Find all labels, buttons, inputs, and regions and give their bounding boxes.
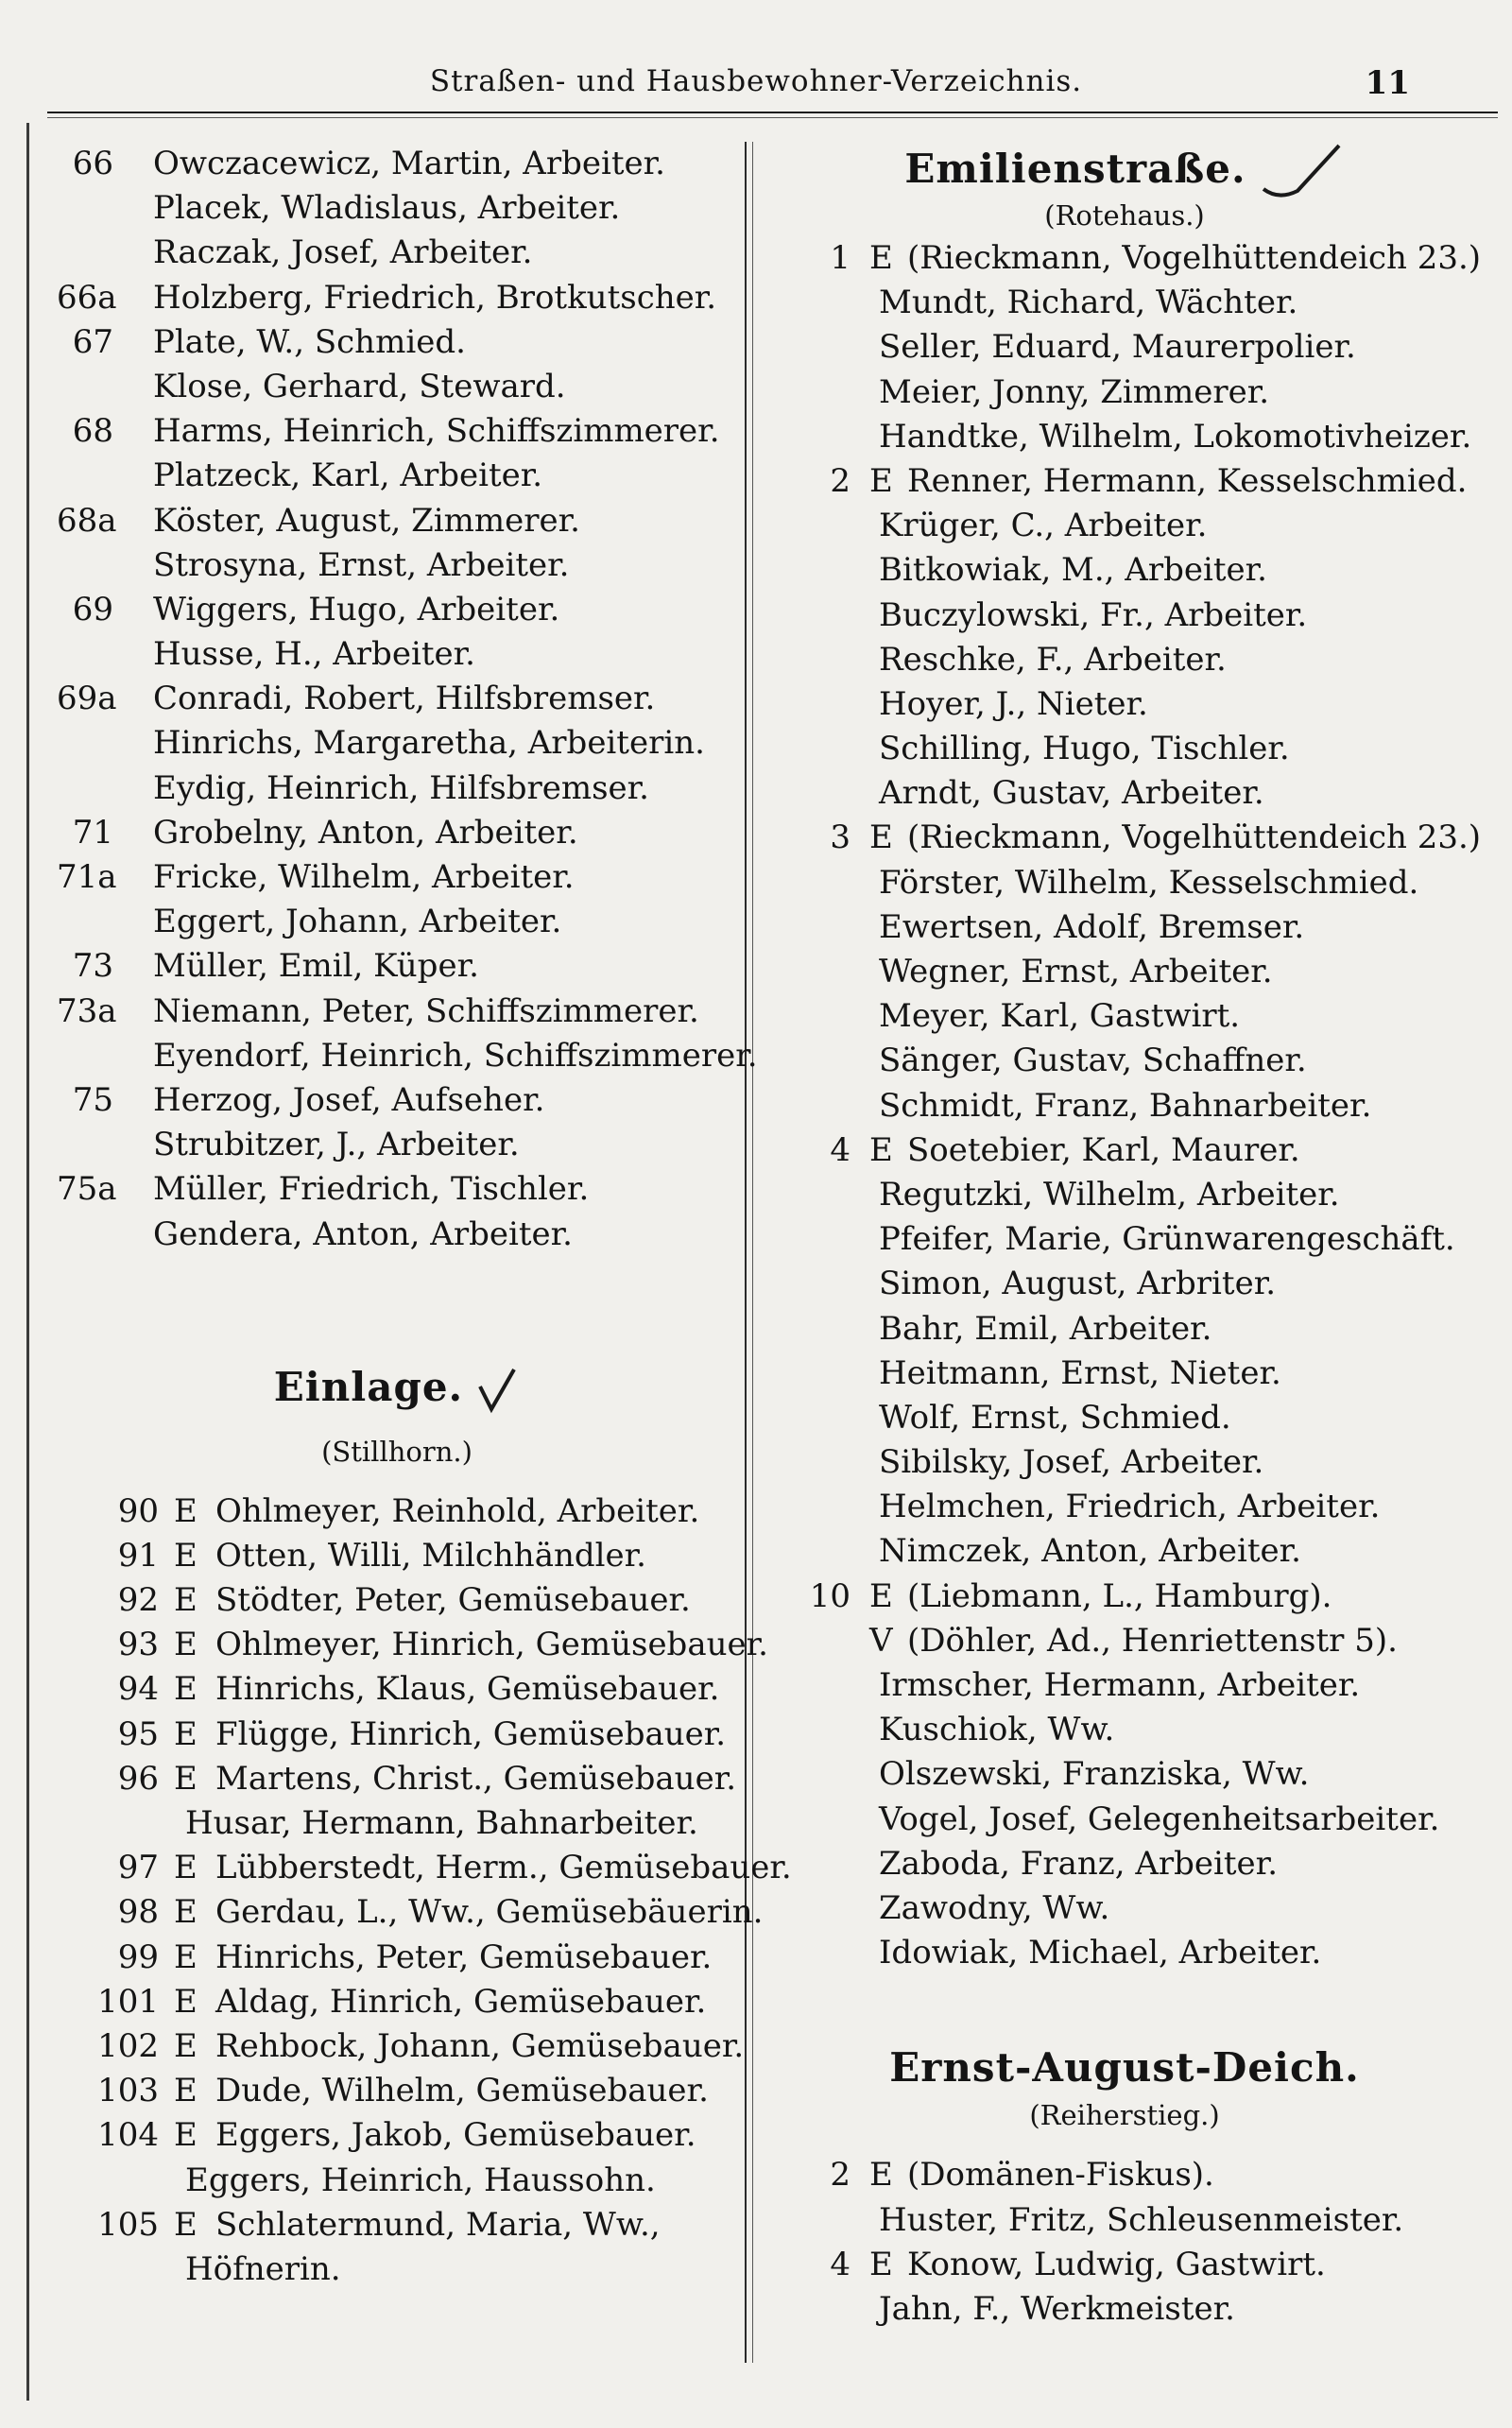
house-number: 1 <box>830 239 850 277</box>
resident-text: Conradi, Robert, Hilfsbremser. <box>153 680 656 718</box>
directory-entry <box>784 1575 1465 1619</box>
directory-entry <box>57 231 737 275</box>
directory-entry <box>784 459 1468 504</box>
resident-text: Heitmann, Ernst, Nieter. <box>879 1353 1281 1392</box>
resident-text: Sänger, Gustav, Schaffner. <box>879 1042 1307 1080</box>
resident-text: Wolf, Ernst, Schmied. <box>879 1398 1231 1437</box>
house-number: 71 <box>72 813 113 852</box>
ownership-mark: E <box>174 2116 198 2155</box>
resident-text: Mundt, Richard, Wächter. <box>879 284 1298 322</box>
house-number: 2 <box>830 461 850 500</box>
resident-text: Hinrichs, Margaretha, Arbeiterin. <box>153 724 705 763</box>
ownership-mark: E <box>869 1130 893 1169</box>
resident-text: Husse, H., Arbeiter. <box>153 635 475 674</box>
directory-entry <box>57 409 737 454</box>
ownership-mark: E <box>174 2205 198 2244</box>
resident-text: Jahn, F., Werkmeister. <box>879 2289 1235 2328</box>
ownership-mark: E <box>174 1759 198 1798</box>
directory-entry <box>784 2198 1465 2243</box>
directory-entry <box>57 1490 737 1534</box>
resident-text: Otten, Willi, Milchhändler. <box>215 1536 646 1575</box>
directory-entry <box>784 1708 1465 1752</box>
directory-entry <box>784 861 1465 905</box>
house-number: 73 <box>72 947 113 986</box>
resident-text: Wiggers, Hugo, Arbeiter. <box>153 590 560 629</box>
resident-text: Zaboda, Franz, Arbeiter. <box>879 1844 1278 1883</box>
directory-entry <box>57 944 737 989</box>
resident-text: Pfeifer, Marie, Grünwarengeschäft. <box>879 1220 1455 1259</box>
house-number: 95 <box>117 1714 159 1753</box>
house-number: 99 <box>117 1937 159 1976</box>
directory-entry <box>784 905 1465 950</box>
house-number: 3 <box>830 818 850 857</box>
resident-text: Eggers, Heinrich, Haussohn. <box>185 2161 656 2199</box>
resident-text: Soetebier, Karl, Maurer. <box>907 1130 1300 1169</box>
ownership-mark: E <box>174 2072 198 2110</box>
house-number: 4 <box>830 2245 850 2283</box>
directory-entry <box>57 1213 737 1257</box>
directory-entry <box>57 1713 737 1757</box>
house-number: 69a <box>57 680 117 718</box>
resident-text: (Rieckmann, Vogelhüttendeich 23.) <box>907 239 1482 277</box>
house-number: 93 <box>117 1626 159 1664</box>
running-title: Straßen- und Hausbewohner-Verzeichnis. <box>429 64 1083 98</box>
section-subtitle-stillhorn: (Stillhorn.) <box>321 1435 472 1468</box>
house-number: 69 <box>72 590 113 629</box>
right-column <box>784 142 1482 2332</box>
house-number: 10 <box>809 1576 850 1615</box>
column-divider-thin <box>752 142 753 2363</box>
check-mark-icon <box>1260 142 1345 202</box>
resident-text: Konow, Ludwig, Gastwirt. <box>907 2245 1326 2283</box>
resident-text: Eggers, Jakob, Gemüsebauer. <box>215 2116 696 2155</box>
resident-text: Herzog, Josef, Aufseher. <box>153 1080 545 1119</box>
directory-entry <box>784 1128 1465 1173</box>
directory-entry <box>784 1307 1465 1352</box>
resident-text: (Domänen-Fiskus). <box>907 2156 1214 2195</box>
resident-text: Sibilsky, Josef, Arbeiter. <box>879 1443 1264 1482</box>
resident-text: Klose, Gerhard, Steward. <box>153 367 566 405</box>
directory-entry <box>57 543 737 588</box>
resident-text: Holzberg, Friedrich, Brotkutscher. <box>153 278 717 317</box>
header-rule-thin <box>47 117 1498 118</box>
directory-entry <box>784 1619 1465 1663</box>
directory-entry <box>57 2069 737 2113</box>
house-number: 103 <box>97 2072 159 2110</box>
resident-text: Ewertsen, Adolf, Bremser. <box>879 907 1305 946</box>
resident-text: Vogel, Josef, Gelegenheitsarbeiter. <box>879 1799 1440 1838</box>
resident-text: (Döhler, Ad., Henriettenstr 5). <box>907 1621 1398 1660</box>
directory-entry <box>784 415 1472 459</box>
directory-entry <box>784 1440 1465 1485</box>
resident-text: Handtke, Wilhelm, Lokomotivheizer. <box>879 417 1472 456</box>
house-number: 66 <box>72 145 113 182</box>
resident-text: Müller, Friedrich, Tischler. <box>153 1170 590 1209</box>
directory-entry <box>784 594 1465 638</box>
resident-text: Regutzki, Wilhelm, Arbeiter. <box>879 1175 1340 1214</box>
house-number: 91 <box>117 1536 159 1575</box>
house-number: 105 <box>97 2205 159 2244</box>
resident-text: Ohlmeyer, Hinrich, Gemüsebauer. <box>215 1626 768 1664</box>
section-title-ernst-august-deich <box>784 2041 1465 2094</box>
directory-entry <box>57 766 737 811</box>
directory-entry <box>784 1173 1465 1217</box>
resident-text: Hinrichs, Peter, Gemüsebauer. <box>215 1937 713 1976</box>
resident-text: Fricke, Wilhelm, Arbeiter. <box>153 858 575 896</box>
ownership-mark: E <box>174 2026 198 2065</box>
directory-entry <box>57 2159 737 2203</box>
resident-text: Aldag, Hinrich, Gemüsebauer. <box>215 1982 707 2021</box>
directory-entry <box>57 1980 737 2024</box>
resident-text: Bitkowiak, M., Arbeiter. <box>879 551 1267 590</box>
header-rule <box>47 112 1498 113</box>
directory-entry <box>57 1078 737 1123</box>
ownership-mark: E <box>174 1670 198 1709</box>
resident-text: Rehbock, Johann, Gemüsebauer. <box>215 2026 745 2065</box>
directory-entry <box>57 2203 737 2247</box>
house-number: 66a <box>57 278 117 317</box>
ownership-mark: E <box>174 1714 198 1753</box>
directory-entry <box>784 682 1465 727</box>
resident-text: Seller, Eduard, Maurerpolier. <box>879 328 1356 367</box>
directory-entry <box>784 504 1465 548</box>
house-number: 2 <box>830 2156 850 2195</box>
right-entries-b <box>784 2153 1465 2332</box>
resident-text: Irmscher, Hermann, Arbeiter. <box>879 1666 1361 1704</box>
resident-text: Olszewski, Franziska, Ww. <box>879 1755 1310 1794</box>
left-entries-b <box>57 1490 792 2292</box>
resident-text: Gendera, Anton, Arbeiter. <box>153 1214 573 1253</box>
directory-entry <box>784 771 1465 816</box>
resident-text: Harms, Heinrich, Schiffszimmerer. <box>153 412 720 451</box>
directory-entry <box>57 1757 737 1801</box>
directory-entry <box>784 236 1482 281</box>
house-number: 75a <box>57 1170 117 1209</box>
directory-entry <box>57 855 737 900</box>
resident-text: Kuschiok, Ww. <box>879 1711 1115 1749</box>
house-number: 90 <box>117 1491 159 1530</box>
ownership-mark: E <box>869 818 893 857</box>
column-divider <box>745 142 747 2363</box>
section-title-text: Emilienstraße. <box>904 146 1246 192</box>
directory-entry <box>57 2247 737 2292</box>
directory-entry <box>784 1084 1465 1128</box>
resident-text: Lübberstedt, Herm., Gemüsebauer. <box>215 1849 792 1887</box>
resident-text: Hoyer, J., Nieter. <box>879 684 1148 723</box>
ownership-mark: E <box>174 1491 198 1530</box>
directory-entry <box>784 1663 1465 1708</box>
directory-entry <box>784 1529 1465 1574</box>
directory-entry <box>57 2024 745 2069</box>
section-title-einlage <box>57 1361 737 1414</box>
ownership-mark: E <box>174 1536 198 1575</box>
house-number: 71a <box>57 858 117 896</box>
house-number: 92 <box>117 1581 159 1620</box>
directory-entry <box>784 2243 1465 2287</box>
ownership-mark: E <box>869 2156 893 2195</box>
directory-entry <box>57 588 737 632</box>
resident-text: Grobelny, Anton, Arbeiter. <box>153 813 578 852</box>
resident-text: Förster, Wilhelm, Kesselschmied. <box>879 863 1419 902</box>
resident-text: Schmidt, Franz, Bahnarbeiter. <box>879 1086 1372 1125</box>
resident-text: Reschke, F., Arbeiter. <box>879 640 1227 679</box>
house-number: 101 <box>97 1982 159 2021</box>
resident-text: (Rieckmann, Vogelhüttendeich 23.) <box>907 818 1482 857</box>
resident-text: Meier, Jonny, Zimmerer. <box>879 372 1270 411</box>
resident-text: Eggert, Johann, Arbeiter. <box>153 903 562 941</box>
house-number: 73a <box>57 991 117 1030</box>
house-number: 68 <box>72 412 113 451</box>
resident-text: Eyendorf, Heinrich, Schiffszimmerer. <box>153 1036 758 1075</box>
directory-entry <box>784 1886 1465 1931</box>
section-title-text: Einlage. <box>273 1363 464 1410</box>
ownership-mark: E <box>869 1576 893 1615</box>
directory-entry <box>784 816 1482 860</box>
directory-entry <box>57 990 737 1034</box>
directory-entry <box>784 950 1465 994</box>
house-number: 68a <box>57 501 117 540</box>
resident-text: Eydig, Heinrich, Hilfsbremser. <box>153 768 649 807</box>
directory-entry <box>784 1262 1465 1306</box>
resident-text: Placek, Wladislaus, Arbeiter. <box>153 189 621 228</box>
house-number: 102 <box>97 2026 159 2065</box>
resident-text: Raczak, Josef, Arbeiter. <box>153 233 533 272</box>
resident-text: Niemann, Peter, Schiffszimmerer. <box>153 991 699 1030</box>
directory-entry <box>784 727 1465 771</box>
directory-entry <box>784 2153 1465 2197</box>
resident-text: Helmchen, Friedrich, Arbeiter. <box>879 1488 1381 1526</box>
house-number: 104 <box>97 2116 159 2155</box>
resident-text: Meyer, Karl, Gastwirt. <box>879 997 1241 1036</box>
resident-text: Huster, Fritz, Schleusenmeister. <box>879 2200 1404 2239</box>
house-number: 67 <box>72 322 113 361</box>
resident-text: Köster, August, Zimmerer. <box>153 501 580 540</box>
directory-entry <box>57 276 737 320</box>
directory-entry <box>57 365 737 409</box>
directory-entry <box>57 900 737 944</box>
right-entries-a <box>784 236 1482 1975</box>
resident-text: Gerdau, L., Ww., Gemüsebäuerin. <box>215 1893 764 1932</box>
ownership-mark: V <box>869 1621 893 1660</box>
directory-entry <box>784 370 1465 415</box>
left-entries-a <box>57 142 758 1257</box>
resident-text: Krüger, C., Arbeiter. <box>879 507 1208 545</box>
directory-entry <box>784 1485 1465 1529</box>
directory-entry <box>784 994 1465 1039</box>
resident-text: Arndt, Gustav, Arbeiter. <box>879 774 1264 813</box>
directory-entry <box>57 2113 737 2158</box>
house-number: 4 <box>830 1130 850 1169</box>
directory-entry <box>784 2287 1465 2332</box>
resident-text: Wegner, Ernst, Arbeiter. <box>879 953 1273 990</box>
directory-entry <box>784 1842 1465 1886</box>
resident-text: Bahr, Emil, Arbeiter. <box>879 1309 1212 1348</box>
directory-entry <box>57 677 737 721</box>
directory-entry <box>784 638 1465 682</box>
directory-entry <box>784 281 1465 325</box>
resident-text: Strubitzer, J., Arbeiter. <box>153 1126 520 1164</box>
house-number: 98 <box>117 1893 159 1932</box>
ownership-mark: E <box>174 1626 198 1664</box>
ownership-mark: E <box>869 239 893 277</box>
resident-text: Nimczek, Anton, Arbeiter. <box>879 1532 1301 1571</box>
resident-text: Stödter, Peter, Gemüsebauer. <box>215 1581 691 1620</box>
section-subtitle-rotehaus: (Rotehaus.) <box>1044 199 1205 232</box>
directory-entry <box>57 1034 758 1078</box>
resident-text: Strosyna, Ernst, Arbeiter. <box>153 545 570 584</box>
section-subtitle-reiherstieg: (Reiherstieg.) <box>1029 2099 1220 2132</box>
ownership-mark: E <box>869 461 893 500</box>
directory-entry <box>57 1890 764 1935</box>
directory-entry <box>784 548 1465 593</box>
resident-text: Ohlmeyer, Reinhold, Arbeiter. <box>215 1491 700 1530</box>
resident-text: (Liebmann, L., Hamburg). <box>907 1576 1332 1615</box>
directory-entry <box>784 1039 1465 1083</box>
resident-text: Owczacewicz, Martin, Arbeiter. <box>153 145 665 182</box>
page-edge-rule <box>26 123 29 2401</box>
resident-text: Platzeck, Karl, Arbeiter. <box>153 456 543 495</box>
directory-entry <box>57 1623 768 1667</box>
directory-entry <box>57 1123 737 1167</box>
resident-text: Schlatermund, Maria, Ww., <box>215 2205 661 2244</box>
house-number: 96 <box>117 1759 159 1798</box>
directory-entry <box>57 1936 737 1980</box>
directory-entry <box>784 1396 1465 1440</box>
directory-entry <box>57 1667 737 1712</box>
directory-entry <box>57 454 737 498</box>
section-title-emilienstrasse <box>784 142 1465 195</box>
directory-entry <box>784 1931 1465 1975</box>
directory-entry <box>57 721 737 766</box>
resident-text: Husar, Hermann, Bahnarbeiter. <box>185 1804 698 1842</box>
resident-text: Plate, W., Schmied. <box>153 322 466 361</box>
directory-entry <box>57 1167 737 1212</box>
resident-text: Schilling, Hugo, Tischler. <box>879 730 1290 768</box>
house-number: 94 <box>117 1670 159 1709</box>
resident-text: Hinrichs, Klaus, Gemüsebauer. <box>215 1670 720 1709</box>
resident-text: Dude, Wilhelm, Gemüsebauer. <box>215 2072 709 2110</box>
section-title-text: Ernst-August-Deich. <box>889 2044 1360 2092</box>
ownership-mark: E <box>174 1581 198 1620</box>
resident-text: Buczylowski, Fr., Arbeiter. <box>879 595 1308 634</box>
directory-entry <box>57 320 737 365</box>
directory-entry <box>57 1801 737 1846</box>
directory-entry <box>57 1578 737 1623</box>
resident-text: Höfnerin. <box>185 2249 341 2288</box>
left-column <box>57 142 792 2292</box>
house-number: 75 <box>72 1080 113 1119</box>
resident-text: Idowiak, Michael, Arbeiter. <box>879 1934 1322 1972</box>
directory-entry <box>57 632 737 677</box>
page-number: 11 <box>1365 64 1410 102</box>
resident-text: Flügge, Hinrich, Gemüsebauer. <box>215 1714 727 1753</box>
directory-entry <box>57 1534 737 1578</box>
resident-text: Simon, August, Arbriter. <box>879 1265 1277 1303</box>
check-mark-icon <box>476 1366 520 1415</box>
directory-entry <box>57 142 737 186</box>
resident-text: Müller, Emil, Küper. <box>153 947 479 986</box>
directory-entry <box>57 186 737 231</box>
ownership-mark: E <box>174 1937 198 1976</box>
house-number: 97 <box>117 1849 159 1887</box>
directory-entry <box>784 325 1465 370</box>
directory-entry <box>784 1352 1465 1396</box>
directory-entry <box>784 1752 1465 1797</box>
ownership-mark: E <box>174 1849 198 1887</box>
ownership-mark: E <box>174 1982 198 2021</box>
directory-entry <box>57 811 737 855</box>
ownership-mark: E <box>174 1893 198 1932</box>
directory-entry <box>784 1798 1465 1842</box>
resident-text: Martens, Christ., Gemüsebauer. <box>215 1759 737 1798</box>
directory-entry <box>784 1217 1465 1262</box>
directory-entry <box>57 499 737 543</box>
ownership-mark: E <box>869 2245 893 2283</box>
resident-text: Renner, Hermann, Kesselschmied. <box>907 461 1468 500</box>
directory-entry <box>57 1846 792 1890</box>
resident-text: Zawodny, Ww. <box>879 1888 1110 1927</box>
